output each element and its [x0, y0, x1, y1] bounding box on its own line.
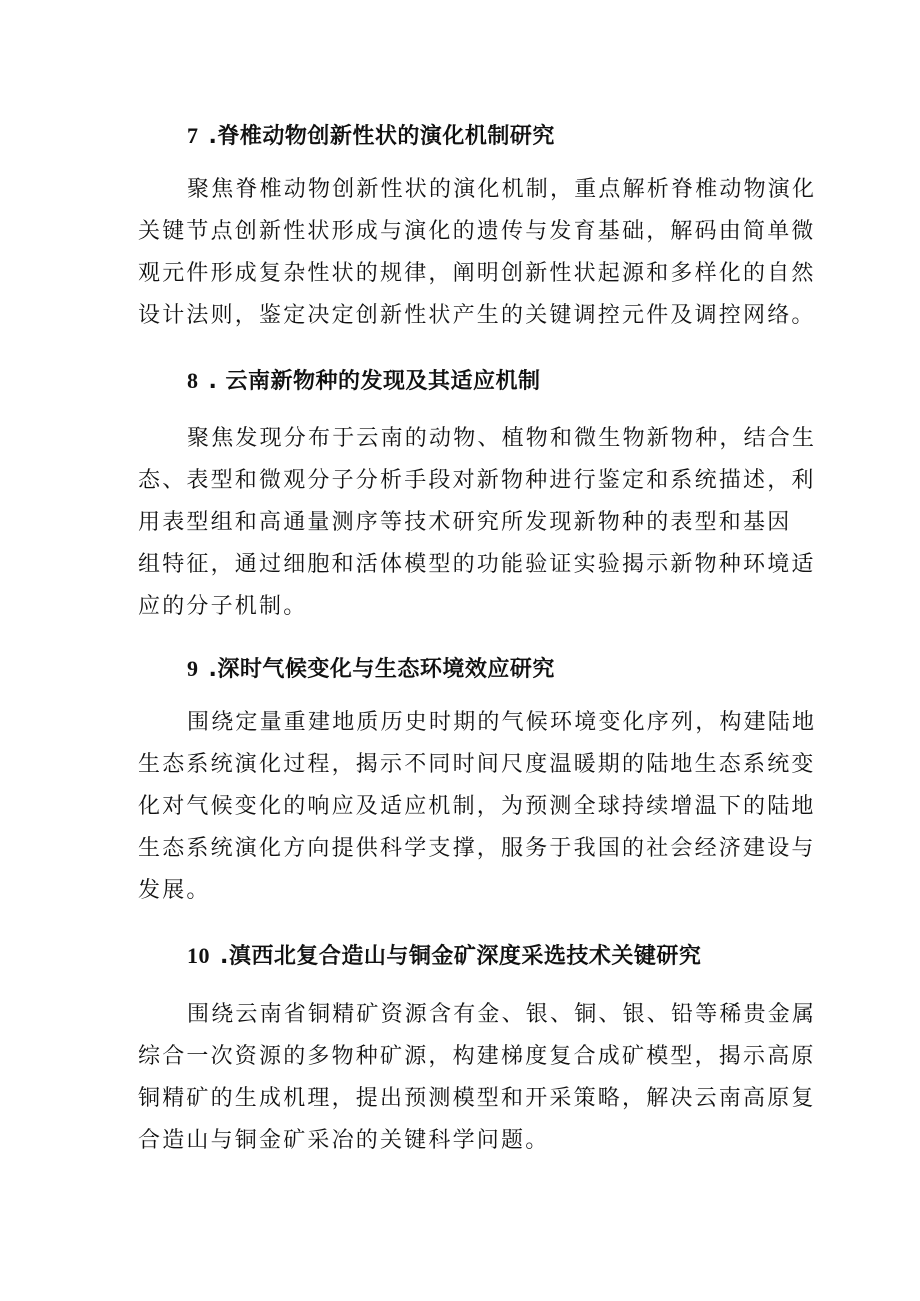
- section-heading-7: [187, 121, 555, 152]
- paragraph-line: 围绕云南省铜精矿资源含有金、银、铜、银、铅等稀贵金属: [187, 1002, 817, 1027]
- paragraph-line: 聚焦发现分布于云南的动物、植物和微生物新物种，结合生: [187, 426, 817, 451]
- section-title: .脊椎动物创新性状的演化机制研究: [208, 124, 555, 149]
- section-title: . 云南新物种的发现及其适应机制: [208, 369, 541, 394]
- paragraph-line: 围绕定量重建地质历史时期的气候环境变化序列，构建陆地: [187, 710, 817, 735]
- section-heading-8: [187, 366, 541, 397]
- paragraph-line: 综合一次资源的多物种矿源，构建梯度复合成矿模型，揭示高原: [138, 1044, 816, 1069]
- paragraph-line: 合造山与铜金矿采冶的关键科学问题。: [138, 1128, 550, 1153]
- paragraph-line: 发展。: [138, 878, 211, 903]
- paragraph-line: 生态系统演化过程，揭示不同时间尺度温暖期的陆地生态系统变: [138, 752, 816, 777]
- section-paragraph-8: [138, 418, 817, 628]
- section-paragraph-7: [138, 169, 817, 337]
- section-title: .滇西北复合造山与铜金矿深度采选技术关键研究: [220, 944, 702, 969]
- paragraph-line: 关键节点创新性状形成与演化的遗传与发育基础，解码由简单微: [138, 219, 816, 244]
- paragraph-line: 用表型组和高通量测序等技术研究所发现新物种的表型和基因: [138, 510, 792, 535]
- paragraph-line: 组特征，通过细胞和活体模型的功能验证实验揭示新物种环境适: [138, 552, 816, 577]
- paragraph-line: 应的分子机制。: [138, 594, 308, 619]
- paragraph-line: 铜精矿的生成机理，提出预测模型和开采策略，解决云南高原复: [138, 1086, 816, 1111]
- paragraph-line: 态、表型和微观分子分析手段对新物种进行鉴定和系统描述，利: [138, 468, 816, 493]
- paragraph-line: 观元件形成复杂性状的规律，阐明创新性状起源和多样化的自然: [138, 261, 816, 286]
- paragraph-line: 设计法则，鉴定决定创新性状产生的关键调控元件及调控网络。: [138, 303, 816, 328]
- section-number: 10: [187, 943, 210, 968]
- section-number: 8: [187, 368, 199, 393]
- section-number: 9: [187, 656, 199, 681]
- paragraph-line: 聚焦脊椎动物创新性状的演化机制，重点解析脊椎动物演化: [187, 177, 817, 202]
- paragraph-line: 化对气候变化的响应及适应机制，为预测全球持续增温下的陆地: [138, 794, 816, 819]
- section-number: 7: [187, 123, 199, 148]
- section-title: .深时气候变化与生态环境效应研究: [208, 657, 555, 682]
- section-paragraph-10: [138, 994, 817, 1162]
- section-paragraph-9: [138, 702, 817, 912]
- section-heading-9: [187, 654, 555, 685]
- paragraph-line: 生态系统演化方向提供科学支撑，服务于我国的社会经济建设与: [138, 836, 816, 861]
- section-heading-10: [187, 941, 701, 972]
